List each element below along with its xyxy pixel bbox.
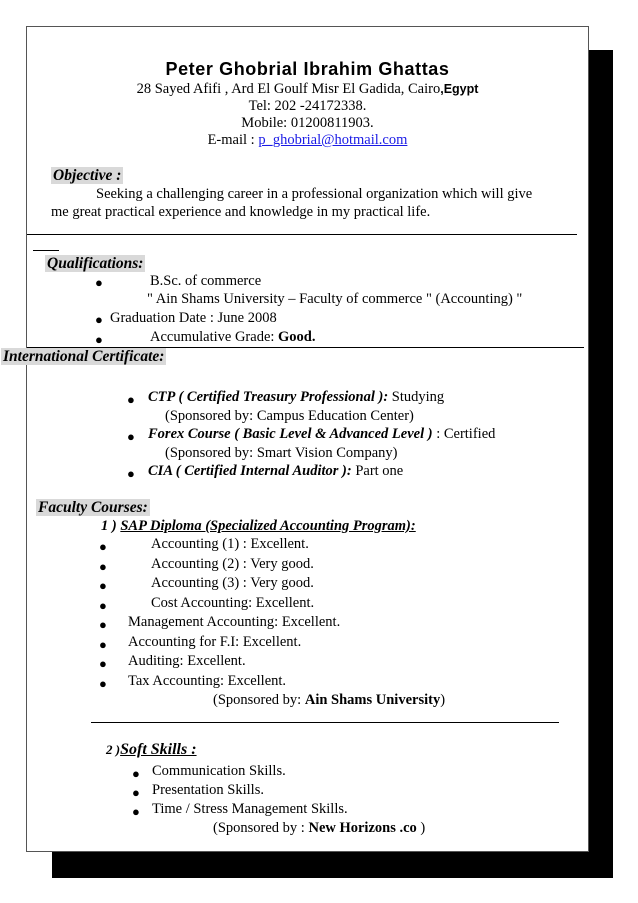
certificate-heading-bar: [1, 348, 221, 366]
email-line: [27, 132, 588, 149]
email-link[interactable]: p_ghobrial@hotmail.com: [258, 132, 408, 148]
course-item: Accounting (3) : Very good.: [151, 575, 314, 591]
bullet-icon: ●: [99, 559, 107, 574]
grade-label: Accumulative Grade:: [150, 329, 279, 345]
bullet-icon: ●: [99, 539, 107, 554]
bullet-icon: ●: [99, 637, 107, 652]
qualification-degree: B.Sc. of commerce: [150, 273, 262, 289]
objective-heading: Objective :: [53, 167, 122, 184]
bullet-icon: ●: [95, 332, 103, 347]
course-item: Cost Accounting: Excellent.: [151, 595, 315, 611]
faculty-sponsor: (Sponsored by: Ain Shams University): [213, 692, 446, 708]
course-item: Management Accounting: Excellent.: [128, 614, 341, 630]
certificate-sponsor: (Sponsored by: Campus Education Center): [165, 408, 414, 424]
address-country: ,Egypt: [440, 82, 479, 96]
certificate-sponsor: (Sponsored by: Smart Vision Company): [165, 445, 398, 461]
bullet-icon: ●: [99, 676, 107, 691]
faculty-heading: Faculty Courses:: [38, 499, 148, 516]
skill-item: Time / Stress Management Skills.: [152, 801, 348, 817]
bullet-icon: ●: [132, 766, 140, 781]
bullet-icon: ●: [127, 466, 135, 481]
certificate-item: Forex Course ( Basic Level & Advanced Level ) : Certified: [148, 426, 496, 442]
qualification-graduation: Graduation Date : June 2008: [110, 310, 277, 326]
qualifications-heading: Qualifications:: [47, 255, 144, 272]
email-label: E-mail :: [207, 132, 259, 148]
skill-item: Communication Skills.: [152, 763, 286, 779]
divider: [27, 234, 577, 235]
qualification-grade: [150, 329, 316, 346]
grade-value: Good.: [278, 329, 316, 345]
mobile: Mobile: 01200811903.: [241, 115, 374, 131]
address-text: 28 Sayed Afifi , Ard El Goulf Misr El Gadida, Cairo: [136, 81, 441, 97]
bullet-icon: ●: [99, 656, 107, 671]
bullet-icon: ●: [95, 275, 103, 290]
resume-page: [3, 26, 589, 852]
soft-skills-title: 2 )Soft Skills :: [106, 741, 197, 758]
divider-stub: [33, 250, 59, 251]
bullet-icon: ●: [95, 312, 103, 327]
candidate-name: Peter Ghobrial Ibrahim Ghattas: [165, 59, 450, 79]
certificate-item: CTP ( Certified Treasury Professional ): Studying: [148, 389, 445, 405]
address-line: [27, 81, 588, 98]
course-item: Accounting (1) : Excellent.: [151, 536, 309, 552]
course-item: Auditing: Excellent.: [128, 653, 246, 669]
course-item: Accounting (2) : Very good.: [151, 556, 314, 572]
objective-line-2: me great practical experience and knowledge in my practical life.: [51, 204, 431, 220]
bullet-icon: ●: [99, 578, 107, 593]
course-item: Tax Accounting: Excellent.: [128, 673, 287, 689]
bullet-icon: ●: [127, 392, 135, 407]
skill-item: Presentation Skills.: [152, 782, 264, 798]
soft-skills-sponsor: (Sponsored by : New Horizons .co ): [213, 820, 426, 836]
bullet-icon: ●: [132, 804, 140, 819]
bullet-icon: ●: [132, 785, 140, 800]
telephone: Tel: 202 -24172338.: [248, 98, 367, 114]
objective-line-1: Seeking a challenging career in a professional organization which will give: [96, 186, 533, 202]
divider: [91, 722, 559, 723]
certificate-heading: International Certificate:: [3, 348, 165, 365]
sap-diploma-title: 1 ) SAP Diploma (Specialized Accounting Program):: [101, 518, 416, 534]
course-item: Accounting for F.I: Excellent.: [128, 634, 302, 650]
certificate-item: CIA ( Certified Internal Auditor ): Part one: [148, 463, 404, 479]
qualification-university: " Ain Shams University – Faculty of commerce " (Accounting) ": [147, 291, 523, 307]
bullet-icon: ●: [99, 598, 107, 613]
bullet-icon: ●: [127, 429, 135, 444]
bullet-icon: ●: [99, 617, 107, 632]
